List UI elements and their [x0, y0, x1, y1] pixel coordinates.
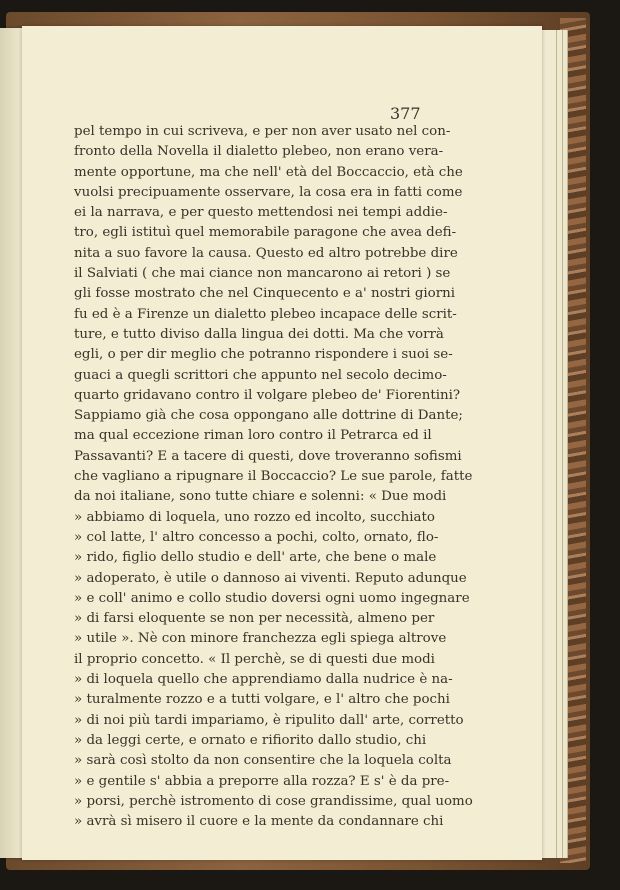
text-line: » rido, figlio dello studio e dell' arte, che bene o male: [74, 550, 437, 566]
text-line: » utile ». Nè con minore franchezza egli spiega altrove: [74, 631, 447, 647]
text-line: » da leggi certe, e ornato e rifiorito dallo studio, chi: [74, 732, 427, 748]
text-line: » porsi, perchè istromento di cose grandissime, qual uomo: [74, 793, 473, 809]
text-line: il proprio concetto. « Il perchè, se di questi due modi: [74, 651, 435, 667]
facing-page-edge: [0, 28, 22, 858]
text-line: il Salviati ( che mai ciance non mancarono ai retori ) se: [74, 266, 451, 282]
text-line: mente opportune, ma che nell' età del Boccaccio, età che: [74, 164, 463, 180]
text-line: pel tempo in cui scriveva, e per non aver usato nel con-: [74, 124, 451, 139]
text-line: che vagliano a ripugnare il Boccaccio? Le sue parole, fatte: [74, 469, 473, 485]
text-line: ma qual eccezione riman loro contro il Petrarca ed il: [74, 428, 432, 444]
text-line: vuolsi precipuamente osservare, la cosa era in fatti come: [74, 184, 463, 200]
text-line: » abbiamo di loquela, uno rozzo ed incolto, succhiato: [74, 509, 435, 525]
text-line: quarto gridavano contro il volgare plebeo de' Fiorentini?: [74, 387, 461, 403]
text-line: Passavanti? E a tacere di questi, dove troveranno sofismi: [74, 448, 462, 464]
text-line: » adoperato, è utile o dannoso ai viventi. Reputo adunque: [74, 570, 467, 586]
text-line: ei la narrava, e per questo mettendosi nei tempi addie-: [74, 205, 448, 221]
text-line: ture, e tutto diviso dalla lingua dei dotti. Ma che vorrà: [74, 326, 444, 342]
text-line: egli, o per dir meglio che potranno rispondere i suoi se-: [74, 347, 453, 363]
text-line: » sarà così stolto da non consentire che la loquela colta: [74, 753, 452, 769]
text-line: guaci a quegli scrittori che appunto nel secolo decimo-: [74, 367, 447, 383]
text-line: » col latte, l' altro concesso a pochi, colto, ornato, flo-: [74, 529, 439, 545]
text-line: nita a suo favore la causa. Questo ed altro potrebbe dire: [74, 245, 458, 261]
text-line: » di farsi eloquente se non per necessità, almeno per: [74, 611, 435, 627]
page-number: 377: [390, 104, 421, 123]
text-line: fu ed è a Firenze un dialetto plebeo incapace delle scrit-: [74, 306, 457, 322]
text-line: Sappiamo già che cosa oppongano alle dottrine di Dante;: [74, 408, 463, 424]
text-line: tro, egli istituì quel memorabile paragone che avea defi-: [74, 225, 457, 241]
text-line: gli fosse mostrato che nel Cinquecento e a' nostri giorni: [74, 286, 456, 302]
text-line: » turalmente rozzo e a tutti volgare, e l' altro che pochi: [74, 692, 450, 708]
body-text: [74, 122, 473, 832]
text-line: da noi italiane, sono tutte chiare e solenni: « Due modi: [74, 489, 447, 505]
text-line: fronto della Novella il dialetto plebeo, non erano vera-: [74, 144, 444, 160]
text-line: » e coll' animo e collo studio doversi ogni uomo ingegnare: [74, 590, 470, 606]
text-line: » e gentile s' abbia a preporre alla rozza? E s' è da pre-: [74, 773, 450, 789]
text-line: » avrà sì misero il cuore e la mente da condannare chi: [74, 814, 444, 830]
text-line: » di noi più tardi impariamo, è ripulito dall' arte, corretto: [74, 712, 464, 728]
text-line: » di loquela quello che apprendiamo dalla nudrice è na-: [74, 672, 453, 688]
